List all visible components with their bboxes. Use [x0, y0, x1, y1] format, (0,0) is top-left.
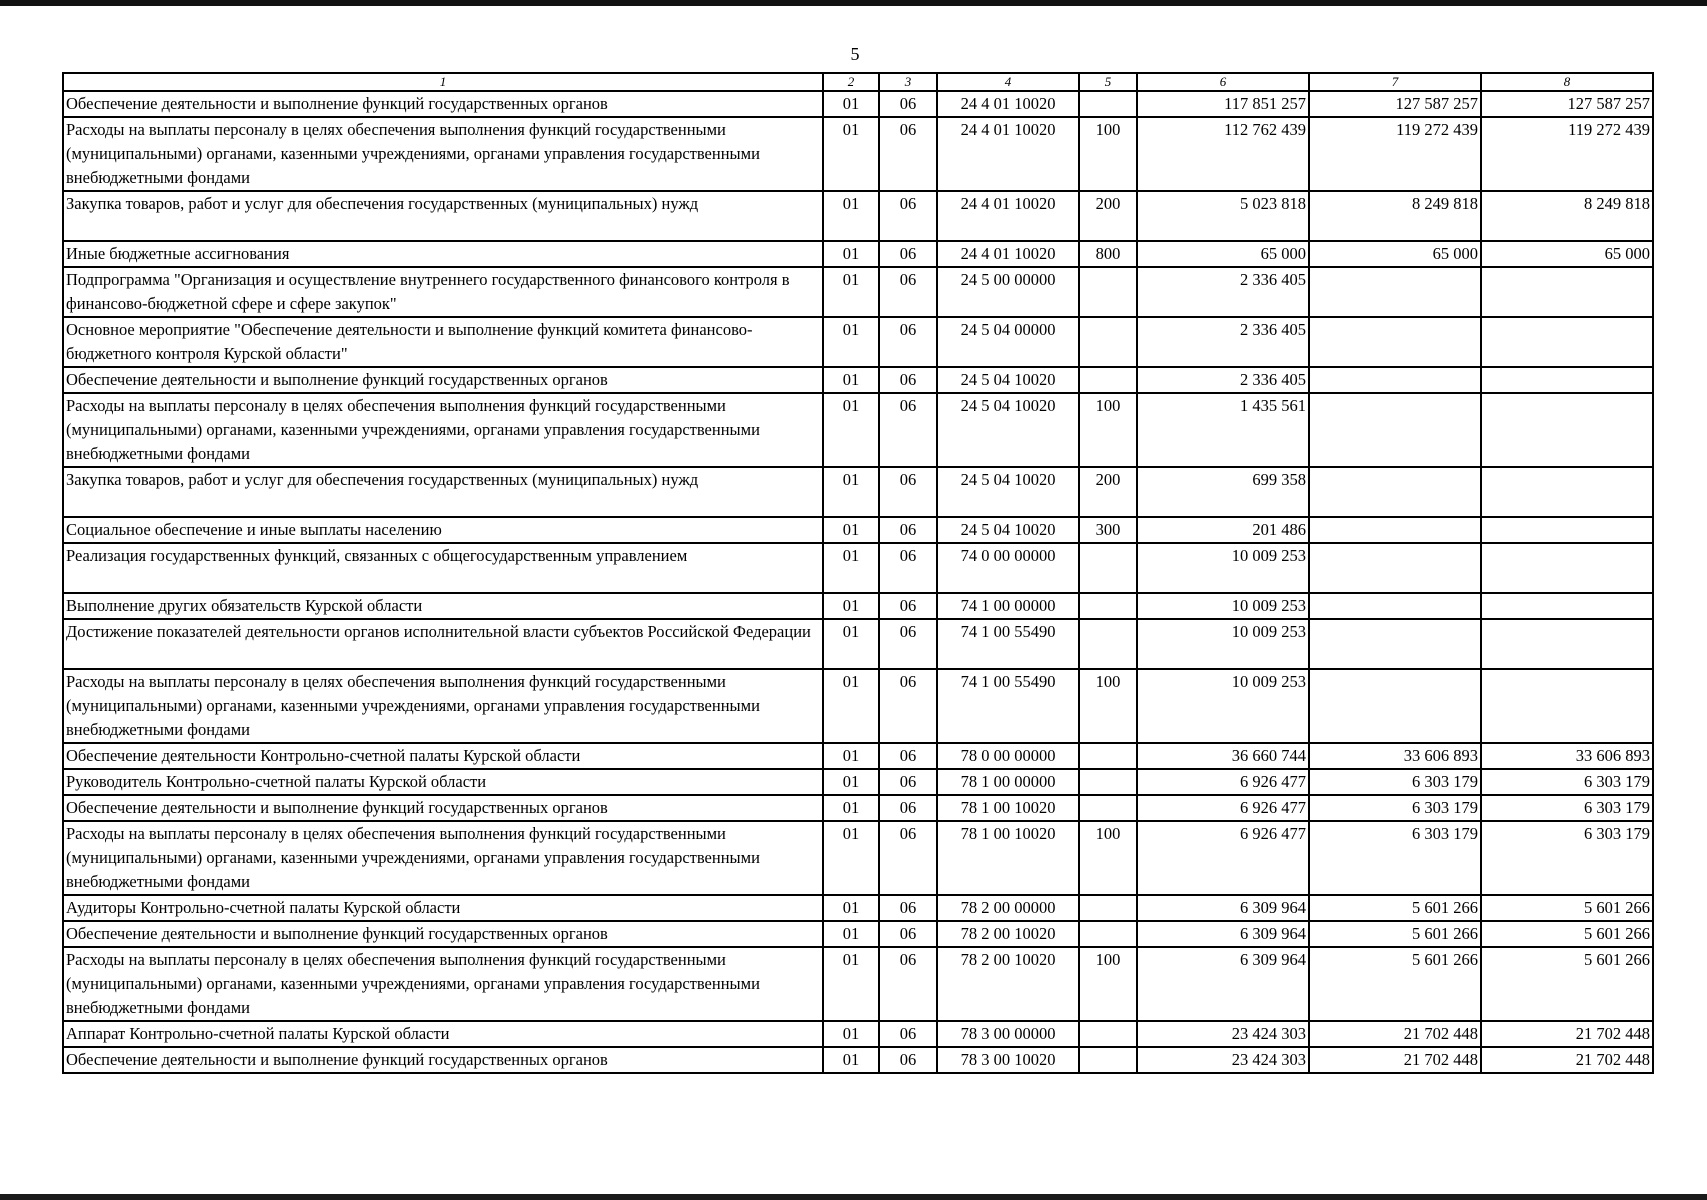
row-name-cell: Обеспечение деятельности и выполнение функций государственных органов [63, 921, 823, 947]
amount-col8-cell: 21 702 448 [1481, 1047, 1653, 1073]
amount-col8-cell [1481, 393, 1653, 467]
amount-col7-cell: 5 601 266 [1309, 895, 1481, 921]
amount-col7-cell [1309, 619, 1481, 669]
row-name-cell: Выполнение других обязательств Курской области [63, 593, 823, 619]
expense-type-cell: 100 [1079, 117, 1137, 191]
target-article-cell: 78 2 00 00000 [937, 895, 1079, 921]
amount-col8-cell: 6 303 179 [1481, 769, 1653, 795]
subsection-code-cell: 06 [879, 669, 937, 743]
table-header-row [63, 73, 1653, 91]
amount-col6-cell: 23 424 303 [1137, 1047, 1309, 1073]
section-code-cell: 01 [823, 593, 879, 619]
amount-col8-cell: 21 702 448 [1481, 1021, 1653, 1047]
amount-col6-cell: 6 309 964 [1137, 895, 1309, 921]
table-row [63, 543, 1653, 593]
section-code-cell: 01 [823, 1047, 879, 1073]
target-article-cell: 78 1 00 10020 [937, 821, 1079, 895]
amount-col6-cell: 6 309 964 [1137, 947, 1309, 1021]
amount-col7-cell: 33 606 893 [1309, 743, 1481, 769]
row-name-cell: Иные бюджетные ассигнования [63, 241, 823, 267]
table-row [63, 267, 1653, 317]
section-code-cell: 01 [823, 467, 879, 517]
row-name-cell: Обеспечение деятельности и выполнение функций государственных органов [63, 1047, 823, 1073]
subsection-code-cell: 06 [879, 367, 937, 393]
expense-type-cell [1079, 593, 1137, 619]
target-article-cell: 78 1 00 10020 [937, 795, 1079, 821]
amount-col7-cell: 8 249 818 [1309, 191, 1481, 241]
amount-col7-cell: 21 702 448 [1309, 1021, 1481, 1047]
subsection-code-cell: 06 [879, 921, 937, 947]
table-row [63, 619, 1653, 669]
amount-col7-cell: 119 272 439 [1309, 117, 1481, 191]
target-article-cell: 24 4 01 10020 [937, 91, 1079, 117]
budget-table [62, 72, 1654, 1074]
table-row [63, 367, 1653, 393]
amount-col6-cell: 36 660 744 [1137, 743, 1309, 769]
section-code-cell: 01 [823, 1021, 879, 1047]
table-row [63, 1021, 1653, 1047]
row-name-cell: Руководитель Контрольно-счетной палаты Курской области [63, 769, 823, 795]
amount-col7-cell: 5 601 266 [1309, 921, 1481, 947]
section-code-cell: 01 [823, 543, 879, 593]
expense-type-cell [1079, 543, 1137, 593]
section-code-cell: 01 [823, 947, 879, 1021]
amount-col6-cell: 65 000 [1137, 241, 1309, 267]
amount-col7-cell [1309, 267, 1481, 317]
expense-type-cell [1079, 921, 1137, 947]
amount-col7-cell: 21 702 448 [1309, 1047, 1481, 1073]
scan-edge-bottom [0, 1194, 1707, 1200]
expense-type-cell [1079, 795, 1137, 821]
expense-type-cell: 100 [1079, 821, 1137, 895]
amount-col6-cell: 1 435 561 [1137, 393, 1309, 467]
row-name-cell: Аудиторы Контрольно-счетной палаты Курской области [63, 895, 823, 921]
amount-col7-cell [1309, 669, 1481, 743]
amount-col8-cell: 119 272 439 [1481, 117, 1653, 191]
subsection-code-cell: 06 [879, 947, 937, 1021]
amount-col7-cell: 6 303 179 [1309, 795, 1481, 821]
column-header-3: 3 [879, 73, 937, 91]
target-article-cell: 24 5 04 10020 [937, 517, 1079, 543]
subsection-code-cell: 06 [879, 467, 937, 517]
subsection-code-cell: 06 [879, 317, 937, 367]
target-article-cell: 78 2 00 10020 [937, 947, 1079, 1021]
table-row [63, 593, 1653, 619]
section-code-cell: 01 [823, 821, 879, 895]
subsection-code-cell: 06 [879, 517, 937, 543]
expense-type-cell [1079, 895, 1137, 921]
amount-col7-cell [1309, 517, 1481, 543]
table-row [63, 921, 1653, 947]
amount-col7-cell: 65 000 [1309, 241, 1481, 267]
target-article-cell: 74 1 00 55490 [937, 669, 1079, 743]
expense-type-cell: 100 [1079, 947, 1137, 1021]
table-row [63, 1047, 1653, 1073]
row-name-cell: Закупка товаров, работ и услуг для обеспечения государственных (муниципальных) нужд [63, 191, 823, 241]
section-code-cell: 01 [823, 367, 879, 393]
expense-type-cell [1079, 1047, 1137, 1073]
amount-col6-cell: 6 926 477 [1137, 769, 1309, 795]
row-name-cell: Обеспечение деятельности и выполнение функций государственных органов [63, 795, 823, 821]
expense-type-cell: 200 [1079, 191, 1137, 241]
subsection-code-cell: 06 [879, 1021, 937, 1047]
expense-type-cell [1079, 367, 1137, 393]
subsection-code-cell: 06 [879, 743, 937, 769]
amount-col6-cell: 117 851 257 [1137, 91, 1309, 117]
section-code-cell: 01 [823, 267, 879, 317]
target-article-cell: 78 0 00 00000 [937, 743, 1079, 769]
expense-type-cell: 800 [1079, 241, 1137, 267]
amount-col6-cell: 6 926 477 [1137, 821, 1309, 895]
table-row [63, 947, 1653, 1021]
section-code-cell: 01 [823, 743, 879, 769]
expense-type-cell [1079, 267, 1137, 317]
row-name-cell: Реализация государственных функций, связанных с общегосударственным управлением [63, 543, 823, 593]
amount-col6-cell: 6 309 964 [1137, 921, 1309, 947]
target-article-cell: 24 4 01 10020 [937, 241, 1079, 267]
expense-type-cell [1079, 91, 1137, 117]
row-name-cell: Расходы на выплаты персоналу в целях обеспечения выполнения функций государственными (муниципальными) органами, казенными учреждениями, органами управления государственными внебюджетными фондами [63, 393, 823, 467]
target-article-cell: 74 1 00 00000 [937, 593, 1079, 619]
amount-col8-cell [1481, 669, 1653, 743]
amount-col8-cell: 33 606 893 [1481, 743, 1653, 769]
subsection-code-cell: 06 [879, 619, 937, 669]
target-article-cell: 24 5 04 10020 [937, 367, 1079, 393]
table-row [63, 317, 1653, 367]
subsection-code-cell: 06 [879, 393, 937, 467]
amount-col6-cell: 2 336 405 [1137, 267, 1309, 317]
section-code-cell: 01 [823, 769, 879, 795]
target-article-cell: 74 0 00 00000 [937, 543, 1079, 593]
target-article-cell: 78 1 00 00000 [937, 769, 1079, 795]
subsection-code-cell: 06 [879, 241, 937, 267]
amount-col6-cell: 10 009 253 [1137, 543, 1309, 593]
table-row [63, 669, 1653, 743]
row-name-cell: Социальное обеспечение и иные выплаты населению [63, 517, 823, 543]
column-header-4: 4 [937, 73, 1079, 91]
expense-type-cell: 100 [1079, 669, 1137, 743]
table-row [63, 895, 1653, 921]
table-row [63, 795, 1653, 821]
section-code-cell: 01 [823, 669, 879, 743]
table-row [63, 467, 1653, 517]
expense-type-cell [1079, 769, 1137, 795]
amount-col7-cell [1309, 467, 1481, 517]
section-code-cell: 01 [823, 393, 879, 467]
amount-col8-cell: 8 249 818 [1481, 191, 1653, 241]
amount-col6-cell: 201 486 [1137, 517, 1309, 543]
subsection-code-cell: 06 [879, 91, 937, 117]
amount-col8-cell [1481, 467, 1653, 517]
row-name-cell: Расходы на выплаты персоналу в целях обеспечения выполнения функций государственными (муниципальными) органами, казенными учреждениями, органами управления государственными внебюджетными фондами [63, 947, 823, 1021]
table-row [63, 821, 1653, 895]
amount-col6-cell: 5 023 818 [1137, 191, 1309, 241]
subsection-code-cell: 06 [879, 769, 937, 795]
column-header-2: 2 [823, 73, 879, 91]
row-name-cell: Достижение показателей деятельности органов исполнительной власти субъектов Российской Федерации [63, 619, 823, 669]
subsection-code-cell: 06 [879, 821, 937, 895]
table-row [63, 241, 1653, 267]
amount-col6-cell: 10 009 253 [1137, 619, 1309, 669]
section-code-cell: 01 [823, 895, 879, 921]
column-header-8: 8 [1481, 73, 1653, 91]
section-code-cell: 01 [823, 317, 879, 367]
amount-col8-cell: 6 303 179 [1481, 795, 1653, 821]
amount-col7-cell: 6 303 179 [1309, 821, 1481, 895]
column-header-6: 6 [1137, 73, 1309, 91]
table-row [63, 393, 1653, 467]
amount-col8-cell: 6 303 179 [1481, 821, 1653, 895]
row-name-cell: Аппарат Контрольно-счетной палаты Курской области [63, 1021, 823, 1047]
target-article-cell: 24 4 01 10020 [937, 191, 1079, 241]
subsection-code-cell: 06 [879, 543, 937, 593]
scan-edge-top [0, 0, 1707, 6]
row-name-cell: Расходы на выплаты персоналу в целях обеспечения выполнения функций государственными (муниципальными) органами, казенными учреждениями, органами управления государственными внебюджетными фондами [63, 821, 823, 895]
amount-col6-cell: 10 009 253 [1137, 593, 1309, 619]
target-article-cell: 78 3 00 00000 [937, 1021, 1079, 1047]
amount-col7-cell [1309, 367, 1481, 393]
amount-col8-cell [1481, 367, 1653, 393]
section-code-cell: 01 [823, 241, 879, 267]
amount-col7-cell: 5 601 266 [1309, 947, 1481, 1021]
amount-col7-cell [1309, 543, 1481, 593]
section-code-cell: 01 [823, 117, 879, 191]
amount-col8-cell [1481, 619, 1653, 669]
target-article-cell: 74 1 00 55490 [937, 619, 1079, 669]
table-row [63, 769, 1653, 795]
amount-col6-cell: 23 424 303 [1137, 1021, 1309, 1047]
target-article-cell: 78 3 00 10020 [937, 1047, 1079, 1073]
row-name-cell: Обеспечение деятельности и выполнение функций государственных органов [63, 91, 823, 117]
amount-col8-cell: 5 601 266 [1481, 947, 1653, 1021]
column-header-7: 7 [1309, 73, 1481, 91]
amount-col8-cell: 5 601 266 [1481, 895, 1653, 921]
table-row [63, 117, 1653, 191]
row-name-cell: Обеспечение деятельности и выполнение функций государственных органов [63, 367, 823, 393]
amount-col7-cell [1309, 393, 1481, 467]
amount-col7-cell: 6 303 179 [1309, 769, 1481, 795]
row-name-cell: Расходы на выплаты персоналу в целях обеспечения выполнения функций государственными (муниципальными) органами, казенными учреждениями, органами управления государственными внебюджетными фондами [63, 669, 823, 743]
table-row [63, 91, 1653, 117]
target-article-cell: 24 4 01 10020 [937, 117, 1079, 191]
row-name-cell: Закупка товаров, работ и услуг для обеспечения государственных (муниципальных) нужд [63, 467, 823, 517]
amount-col8-cell [1481, 543, 1653, 593]
table-row [63, 743, 1653, 769]
section-code-cell: 01 [823, 795, 879, 821]
amount-col8-cell: 65 000 [1481, 241, 1653, 267]
expense-type-cell [1079, 619, 1137, 669]
column-header-1: 1 [63, 73, 823, 91]
page-number: 5 [850, 44, 860, 64]
amount-col8-cell: 5 601 266 [1481, 921, 1653, 947]
section-code-cell: 01 [823, 91, 879, 117]
amount-col6-cell: 699 358 [1137, 467, 1309, 517]
subsection-code-cell: 06 [879, 267, 937, 317]
row-name-cell: Подпрограмма "Организация и осуществление внутреннего государственного финансового контроля в финансово-бюджетной сфере и сфере закупок" [63, 267, 823, 317]
subsection-code-cell: 06 [879, 593, 937, 619]
amount-col8-cell [1481, 317, 1653, 367]
expense-type-cell [1079, 1021, 1137, 1047]
subsection-code-cell: 06 [879, 191, 937, 241]
subsection-code-cell: 06 [879, 895, 937, 921]
table-row [63, 191, 1653, 241]
amount-col8-cell [1481, 593, 1653, 619]
amount-col6-cell: 6 926 477 [1137, 795, 1309, 821]
amount-col6-cell: 2 336 405 [1137, 317, 1309, 367]
expense-type-cell: 100 [1079, 393, 1137, 467]
row-name-cell: Основное мероприятие "Обеспечение деятельности и выполнение функций комитета финансово-бюджетного контроля Курской области" [63, 317, 823, 367]
amount-col8-cell [1481, 517, 1653, 543]
expense-type-cell [1079, 743, 1137, 769]
expense-type-cell: 300 [1079, 517, 1137, 543]
amount-col7-cell [1309, 317, 1481, 367]
target-article-cell: 24 5 04 00000 [937, 317, 1079, 367]
target-article-cell: 24 5 04 10020 [937, 467, 1079, 517]
column-header-5: 5 [1079, 73, 1137, 91]
amount-col7-cell: 127 587 257 [1309, 91, 1481, 117]
subsection-code-cell: 06 [879, 795, 937, 821]
amount-col7-cell [1309, 593, 1481, 619]
amount-col6-cell: 2 336 405 [1137, 367, 1309, 393]
section-code-cell: 01 [823, 517, 879, 543]
table-body [63, 91, 1653, 1073]
row-name-cell: Расходы на выплаты персоналу в целях обеспечения выполнения функций государственными (муниципальными) органами, казенными учреждениями, органами управления государственными внебюджетными фондами [63, 117, 823, 191]
amount-col6-cell: 112 762 439 [1137, 117, 1309, 191]
amount-col8-cell: 127 587 257 [1481, 91, 1653, 117]
amount-col8-cell [1481, 267, 1653, 317]
section-code-cell: 01 [823, 921, 879, 947]
subsection-code-cell: 06 [879, 117, 937, 191]
section-code-cell: 01 [823, 619, 879, 669]
target-article-cell: 24 5 00 00000 [937, 267, 1079, 317]
expense-type-cell [1079, 317, 1137, 367]
row-name-cell: Обеспечение деятельности Контрольно-счетной палаты Курской области [63, 743, 823, 769]
target-article-cell: 24 5 04 10020 [937, 393, 1079, 467]
table-row [63, 517, 1653, 543]
section-code-cell: 01 [823, 191, 879, 241]
amount-col6-cell: 10 009 253 [1137, 669, 1309, 743]
expense-type-cell: 200 [1079, 467, 1137, 517]
target-article-cell: 78 2 00 10020 [937, 921, 1079, 947]
subsection-code-cell: 06 [879, 1047, 937, 1073]
